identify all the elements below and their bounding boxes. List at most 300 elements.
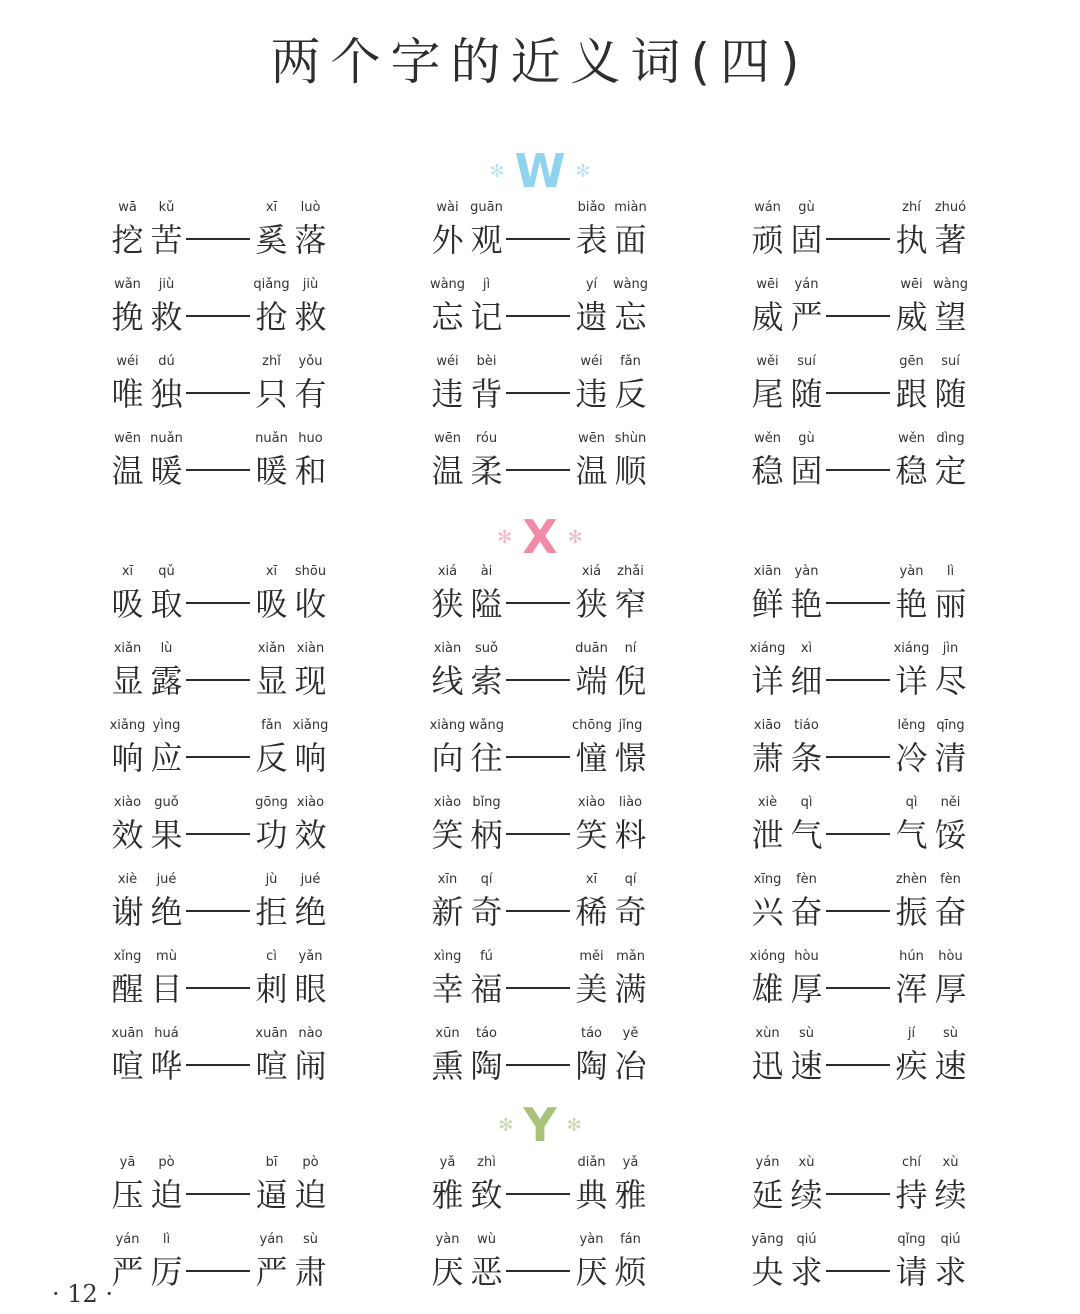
hanzi — [428, 374, 506, 414]
pinyin-syllable: wēn — [434, 431, 461, 446]
pinyin — [252, 1026, 330, 1044]
pinyin-syllable: xī — [265, 564, 278, 579]
hanzi-char: 挽 — [111, 298, 144, 336]
hanzi-char: 喧 — [111, 1047, 144, 1085]
pinyin-syllable: xiá — [437, 564, 458, 579]
pinyin-syllable: wán — [754, 200, 781, 215]
hanzi — [572, 451, 650, 491]
word-left — [108, 949, 186, 1009]
pinyin-syllable: xiáng — [749, 641, 786, 656]
pinyin — [428, 872, 506, 890]
word-left — [748, 795, 826, 855]
hanzi — [748, 815, 826, 855]
hanzi — [428, 451, 506, 491]
pinyin-syllable: wǎng — [468, 718, 505, 733]
word-left — [428, 431, 506, 491]
pinyin-syllable: xiǎng — [109, 718, 146, 733]
pinyin-syllable: jù — [265, 872, 278, 887]
hanzi-char: 暖 — [255, 452, 288, 490]
dash-separator — [186, 469, 250, 471]
hanzi — [252, 374, 330, 414]
word-left — [748, 200, 826, 260]
pinyin-syllable: fǎn — [620, 354, 641, 369]
pinyin — [108, 795, 186, 813]
pinyin — [252, 641, 330, 659]
hanzi-char: 吸 — [255, 585, 288, 623]
word-right — [252, 718, 330, 778]
hanzi-char: 固 — [790, 452, 823, 490]
pinyin-syllable: wàng — [429, 277, 466, 292]
hanzi-char: 气 — [790, 816, 823, 854]
pinyin — [428, 431, 506, 449]
word-left — [108, 1026, 186, 1086]
pinyin-syllable: xī — [585, 872, 598, 887]
hanzi-char: 艳 — [790, 585, 823, 623]
pinyin-syllable: tiáo — [794, 718, 819, 733]
hanzi-char: 定 — [934, 452, 967, 490]
pinyin-syllable: yán — [794, 277, 819, 292]
hanzi-char: 记 — [470, 298, 503, 336]
pinyin-syllable: yǎ — [439, 1155, 456, 1170]
section-letter: W — [514, 144, 566, 198]
pinyin-syllable: pò — [302, 1155, 319, 1170]
synonym-pair — [748, 1232, 988, 1302]
hanzi — [748, 661, 826, 701]
pinyin-syllable: qǔ — [158, 564, 175, 579]
hanzi-char: 跟 — [895, 375, 928, 413]
word-left — [428, 872, 506, 932]
pinyin-syllable: sù — [302, 1232, 318, 1247]
word-right — [572, 431, 650, 491]
synonym-pair — [748, 795, 988, 865]
synonym-pair — [108, 949, 348, 1019]
pinyin — [572, 277, 650, 295]
word-left — [108, 1232, 186, 1292]
pinyin — [108, 949, 186, 967]
hanzi-char: 美 — [575, 970, 608, 1008]
synonym-pair — [428, 1232, 668, 1302]
word-right — [252, 641, 330, 701]
hanzi-char: 速 — [934, 1047, 967, 1085]
hanzi — [108, 892, 186, 932]
pinyin-syllable: mǎn — [616, 949, 645, 964]
pinyin-syllable: sù — [942, 1026, 958, 1041]
pinyin-syllable: wéi — [436, 354, 459, 369]
hanzi-char: 稳 — [751, 452, 784, 490]
hanzi — [748, 297, 826, 337]
hanzi-char: 冷 — [895, 739, 928, 777]
hanzi — [748, 220, 826, 260]
hanzi — [748, 738, 826, 778]
hanzi-char: 只 — [255, 375, 288, 413]
pinyin-syllable: chí — [902, 1155, 921, 1170]
pinyin — [252, 564, 330, 582]
hanzi-char: 温 — [431, 452, 464, 490]
hanzi-char: 陶 — [575, 1047, 608, 1085]
hanzi — [252, 1046, 330, 1086]
hanzi-char: 往 — [470, 739, 503, 777]
word-right — [252, 795, 330, 855]
pinyin-syllable: wài — [436, 200, 459, 215]
hanzi-char: 面 — [614, 221, 647, 259]
hanzi — [252, 1175, 330, 1215]
pinyin — [108, 641, 186, 659]
pinyin-syllable: wéi — [580, 354, 603, 369]
hanzi-char: 雅 — [431, 1176, 464, 1214]
dash-separator — [506, 238, 570, 240]
pinyin-syllable: wěn — [754, 431, 781, 446]
pinyin-syllable: xùn — [755, 1026, 780, 1041]
hanzi — [252, 220, 330, 260]
pinyin-syllable: suí — [941, 354, 960, 369]
hanzi-char: 尽 — [934, 662, 967, 700]
word-left — [428, 564, 506, 624]
pinyin-syllable: yán — [115, 1232, 140, 1247]
synonym-pair — [748, 1026, 988, 1096]
synonym-pair — [748, 641, 988, 711]
word-right — [252, 564, 330, 624]
hanzi — [748, 374, 826, 414]
pinyin-syllable: yán — [259, 1232, 284, 1247]
pinyin-syllable: yǎ — [622, 1155, 639, 1170]
pinyin — [748, 949, 826, 967]
pinyin-syllable: zhuó — [934, 200, 967, 215]
word-right — [892, 200, 970, 260]
hanzi-char: 条 — [790, 739, 823, 777]
hanzi-char: 稳 — [895, 452, 928, 490]
word-left — [748, 277, 826, 337]
pinyin-syllable: chōng — [572, 718, 612, 733]
pinyin — [252, 1155, 330, 1173]
word-left — [428, 641, 506, 701]
word-left — [748, 431, 826, 491]
pinyin — [252, 1232, 330, 1250]
hanzi-char: 应 — [150, 739, 183, 777]
hanzi — [572, 1252, 650, 1292]
hanzi-char: 目 — [150, 970, 183, 1008]
pinyin-syllable: qì — [905, 795, 918, 810]
pinyin — [892, 277, 970, 295]
pinyin — [428, 1026, 506, 1044]
word-right — [572, 1155, 650, 1215]
hanzi-char: 尾 — [751, 375, 784, 413]
pinyin-syllable: xióng — [749, 949, 786, 964]
hanzi-char: 闹 — [294, 1047, 327, 1085]
synonym-pair — [108, 795, 348, 865]
hanzi — [252, 738, 330, 778]
hanzi-char: 厚 — [790, 970, 823, 1008]
pinyin-syllable: xiè — [117, 872, 138, 887]
word-right — [572, 949, 650, 1009]
word-left — [428, 200, 506, 260]
pinyin-syllable: mù — [156, 949, 177, 964]
hanzi-char: 烦 — [614, 1253, 647, 1291]
hanzi — [892, 374, 970, 414]
synonym-pair — [748, 949, 988, 1019]
dash-separator — [186, 987, 250, 989]
word-left — [108, 431, 186, 491]
word-right — [892, 718, 970, 778]
hanzi-char: 新 — [431, 893, 464, 931]
pinyin-syllable: yán — [755, 1155, 780, 1170]
hanzi-char: 请 — [895, 1253, 928, 1291]
pinyin-syllable: zhèn — [895, 872, 928, 887]
pinyin — [108, 431, 186, 449]
pinyin-syllable: qiú — [796, 1232, 817, 1247]
pinyin — [428, 1155, 506, 1173]
pinyin — [428, 795, 506, 813]
pinyin-syllable: shōu — [294, 564, 327, 579]
word-right — [252, 354, 330, 414]
pinyin-syllable: wěi — [756, 354, 779, 369]
pinyin — [748, 1232, 826, 1250]
hanzi — [892, 892, 970, 932]
hanzi-char: 萧 — [751, 739, 784, 777]
hanzi-char: 外 — [431, 221, 464, 259]
word-right — [892, 277, 970, 337]
hanzi-char: 奇 — [614, 893, 647, 931]
pinyin — [572, 200, 650, 218]
hanzi-char: 索 — [470, 662, 503, 700]
pinyin — [428, 200, 506, 218]
hanzi — [892, 220, 970, 260]
pinyin-syllable: yí — [585, 277, 598, 292]
hanzi-char: 厌 — [575, 1253, 608, 1291]
hanzi-char: 忘 — [431, 298, 464, 336]
hanzi-char: 顽 — [751, 221, 784, 259]
synonym-pair — [428, 949, 668, 1019]
hanzi-char: 威 — [895, 298, 928, 336]
pinyin — [428, 1232, 506, 1250]
word-left — [748, 1155, 826, 1215]
pinyin-syllable: xiǎng — [292, 718, 329, 733]
hanzi-char: 谢 — [111, 893, 144, 931]
hanzi-char: 暖 — [150, 452, 183, 490]
pinyin — [252, 200, 330, 218]
hanzi-char: 柔 — [470, 452, 503, 490]
dash-separator — [506, 1270, 570, 1272]
dash-separator — [826, 392, 890, 394]
pinyin — [572, 1155, 650, 1173]
pinyin-syllable: yāng — [751, 1232, 784, 1247]
pinyin — [428, 277, 506, 295]
hanzi-char: 违 — [575, 375, 608, 413]
hanzi-char: 笑 — [575, 816, 608, 854]
hanzi — [572, 584, 650, 624]
pinyin-syllable: shùn — [614, 431, 647, 446]
hanzi-char: 厚 — [934, 970, 967, 1008]
hanzi-char: 压 — [111, 1176, 144, 1214]
hanzi-char: 料 — [614, 816, 647, 854]
dash-separator — [186, 602, 250, 604]
hanzi-char: 严 — [111, 1253, 144, 1291]
pinyin — [108, 277, 186, 295]
hanzi-char: 哗 — [150, 1047, 183, 1085]
pinyin-syllable: wéi — [116, 354, 139, 369]
star-icon: ✻ — [489, 160, 505, 182]
pinyin — [428, 949, 506, 967]
hanzi — [428, 892, 506, 932]
word-left — [748, 564, 826, 624]
pinyin-syllable: wēi — [900, 277, 923, 292]
star-icon: ✻ — [566, 1114, 582, 1136]
hanzi — [252, 815, 330, 855]
hanzi-char: 线 — [431, 662, 464, 700]
hanzi-char: 果 — [150, 816, 183, 854]
hanzi-char: 奋 — [934, 893, 967, 931]
hanzi-char: 响 — [111, 739, 144, 777]
pinyin — [428, 564, 506, 582]
hanzi-char: 致 — [470, 1176, 503, 1214]
section-letter: X — [522, 510, 558, 564]
synonym-pair — [428, 277, 668, 347]
hanzi-char: 取 — [150, 585, 183, 623]
pinyin-syllable: jiù — [302, 277, 319, 292]
pinyin-syllable: jiù — [158, 277, 175, 292]
hanzi-char: 现 — [294, 662, 327, 700]
synonym-pair — [748, 200, 988, 270]
hanzi-char: 效 — [294, 816, 327, 854]
word-right — [892, 949, 970, 1009]
pinyin-syllable: xiàn — [296, 641, 325, 656]
hanzi-char: 满 — [614, 970, 647, 1008]
dash-separator — [186, 392, 250, 394]
pinyin — [892, 431, 970, 449]
pinyin — [572, 795, 650, 813]
pinyin-syllable: xiàng — [429, 718, 466, 733]
word-right — [572, 641, 650, 701]
dash-separator — [506, 679, 570, 681]
hanzi-char: 醒 — [111, 970, 144, 1008]
hanzi-char: 延 — [751, 1176, 784, 1214]
dash-separator — [186, 1270, 250, 1272]
pinyin-syllable: bǐng — [472, 795, 501, 810]
dash-separator — [826, 1193, 890, 1195]
synonym-pair — [108, 277, 348, 347]
pinyin — [892, 1155, 970, 1173]
word-left — [108, 872, 186, 932]
hanzi-char: 厉 — [150, 1253, 183, 1291]
hanzi-char: 观 — [470, 221, 503, 259]
pinyin-syllable: qiǎng — [253, 277, 290, 292]
hanzi-char: 显 — [111, 662, 144, 700]
dash-separator — [826, 1064, 890, 1066]
dash-separator — [826, 315, 890, 317]
pinyin — [572, 872, 650, 890]
hanzi-char: 求 — [934, 1253, 967, 1291]
hanzi-char: 绝 — [294, 893, 327, 931]
hanzi-char: 威 — [751, 298, 784, 336]
pinyin-syllable: yǒu — [298, 354, 323, 369]
star-icon: ✻ — [497, 526, 513, 548]
pinyin — [108, 872, 186, 890]
hanzi-char: 响 — [294, 739, 327, 777]
hanzi-char: 窄 — [614, 585, 647, 623]
dash-separator — [186, 833, 250, 835]
pinyin-syllable: dìng — [936, 431, 965, 446]
hanzi-char: 违 — [431, 375, 464, 413]
pinyin-syllable: kǔ — [158, 200, 175, 215]
pinyin — [572, 641, 650, 659]
pinyin — [572, 564, 650, 582]
pinyin-syllable: hún — [899, 949, 924, 964]
pinyin — [572, 1232, 650, 1250]
hanzi-char: 抢 — [255, 298, 288, 336]
dash-separator — [826, 987, 890, 989]
section-header — [420, 146, 660, 196]
dash-separator — [826, 756, 890, 758]
hanzi-char: 倪 — [614, 662, 647, 700]
word-left — [428, 1232, 506, 1292]
hanzi — [748, 1252, 826, 1292]
pinyin-syllable: zhí — [902, 200, 921, 215]
pinyin-syllable: yìng — [152, 718, 181, 733]
synonym-pair — [748, 354, 988, 424]
hanzi — [892, 1175, 970, 1215]
pinyin-syllable: ní — [624, 641, 637, 656]
word-left — [108, 277, 186, 337]
pinyin — [428, 354, 506, 372]
synonym-pair — [748, 277, 988, 347]
pinyin-syllable: xù — [798, 1155, 815, 1170]
hanzi-char: 有 — [294, 375, 327, 413]
hanzi — [892, 969, 970, 1009]
pinyin — [748, 872, 826, 890]
hanzi-char: 求 — [790, 1253, 823, 1291]
hanzi-char: 丽 — [934, 585, 967, 623]
word-left — [108, 564, 186, 624]
pinyin-syllable: biǎo — [577, 200, 606, 215]
pinyin-syllable: róu — [475, 431, 498, 446]
pinyin-syllable: měi — [579, 949, 604, 964]
hanzi-char: 执 — [895, 221, 928, 259]
hanzi — [892, 661, 970, 701]
pinyin-syllable: xiào — [296, 795, 325, 810]
pinyin-syllable: táo — [475, 1026, 498, 1041]
pinyin — [252, 277, 330, 295]
word-left — [748, 1026, 826, 1086]
pinyin-syllable: zhǐ — [262, 354, 281, 369]
hanzi-char: 逼 — [255, 1176, 288, 1214]
word-left — [108, 641, 186, 701]
hanzi — [428, 1175, 506, 1215]
pinyin — [572, 1026, 650, 1044]
hanzi-char: 陶 — [470, 1047, 503, 1085]
pinyin-syllable: xiáng — [893, 641, 930, 656]
pinyin-syllable: nuǎn — [255, 431, 288, 446]
pinyin-syllable: táo — [580, 1026, 603, 1041]
dash-separator — [186, 238, 250, 240]
pinyin-syllable: liào — [618, 795, 643, 810]
synonym-pair — [428, 431, 668, 501]
pinyin-syllable: wàng — [932, 277, 969, 292]
synonym-pair — [108, 641, 348, 711]
word-right — [572, 795, 650, 855]
hanzi — [428, 738, 506, 778]
hanzi-char: 熏 — [431, 1047, 464, 1085]
hanzi-char: 救 — [150, 298, 183, 336]
synonym-pair — [428, 1026, 668, 1096]
hanzi-char: 清 — [934, 739, 967, 777]
word-right — [252, 1026, 330, 1086]
hanzi-char: 著 — [934, 221, 967, 259]
synonym-pair — [108, 872, 348, 942]
hanzi-char: 功 — [255, 816, 288, 854]
hanzi — [428, 1252, 506, 1292]
hanzi-char: 严 — [790, 298, 823, 336]
pinyin-syllable: xuān — [255, 1026, 288, 1041]
pinyin — [108, 200, 186, 218]
